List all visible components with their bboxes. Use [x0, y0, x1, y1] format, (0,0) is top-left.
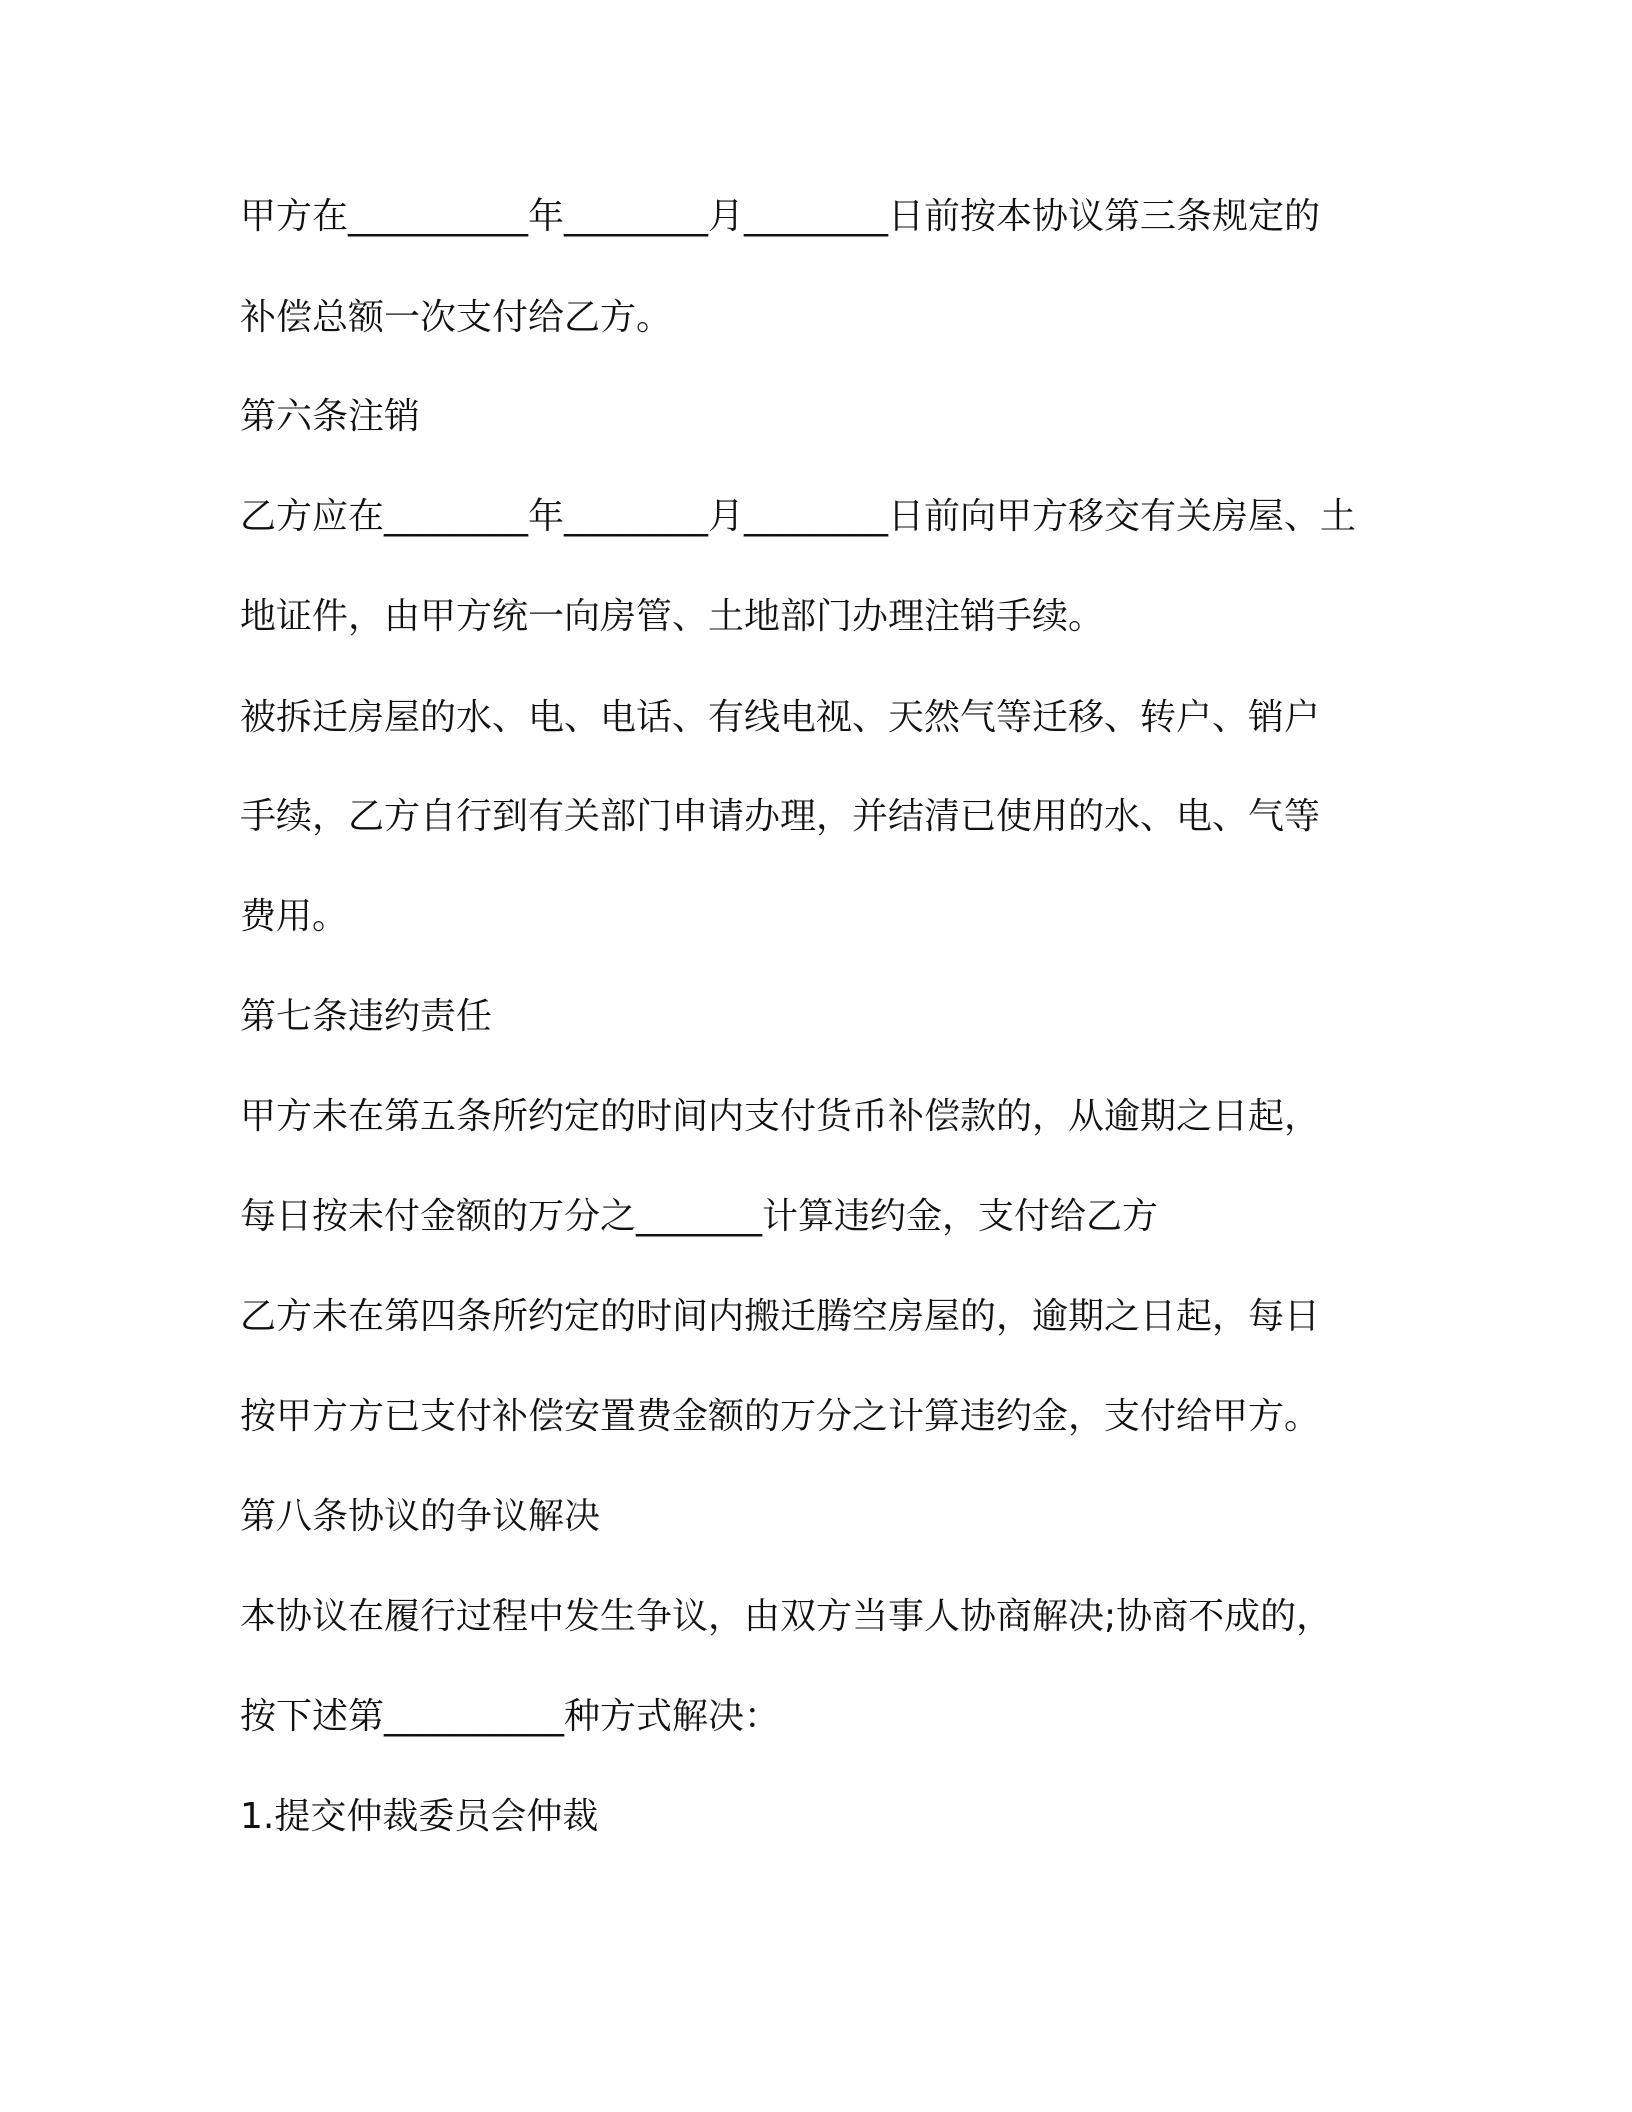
- section-heading-6: 第六条注销: [240, 396, 421, 437]
- text-line-13: 按甲方方已支付补偿安置费金额的万分之计算违约金，支付给甲方。: [240, 1396, 1321, 1437]
- text-line-5: 地证件，由甲方统一向房管、土地部门办理注销手续。: [240, 596, 1105, 637]
- text-line-16: 按下述第__________种方式解决：: [240, 1696, 781, 1737]
- text-line-1: 甲方在__________年________月________日前按本协议第三条规定的: [240, 196, 1321, 237]
- text-line-12: 乙方未在第四条所约定的时间内搬迁腾空房屋的，逾期之日起，每日: [240, 1296, 1321, 1337]
- text-line-6: 被拆迁房屋的水、电、电话、有线电视、天然气等迁移、转户、销户: [240, 697, 1321, 738]
- text-line-7: 手续，乙方自行到有关部门申请办理，并结清已使用的水、电、气等: [240, 796, 1321, 837]
- text-line-2: 补偿总额一次支付给乙方。: [240, 297, 673, 338]
- text-line-8: 费用。: [240, 896, 349, 937]
- text-line-11: 每日按未付金额的万分之_______计算违约金，支付给乙方: [240, 1196, 1159, 1237]
- text-line-10: 甲方未在第五条所约定的时间内支付货币补偿款的，从逾期之日起，: [240, 1096, 1321, 1137]
- list-item-1: 1.提交仲裁委员会仲裁: [240, 1796, 599, 1837]
- section-heading-7: 第七条违约责任: [240, 996, 493, 1037]
- text-line-4: 乙方应在________年________月________日前向甲方移交有关房屋、土: [240, 496, 1357, 537]
- section-heading-8: 第八条协议的争议解决: [240, 1496, 601, 1537]
- text-line-15: 本协议在履行过程中发生争议，由双方当事人协商解决;协商不成的，: [240, 1596, 1333, 1637]
